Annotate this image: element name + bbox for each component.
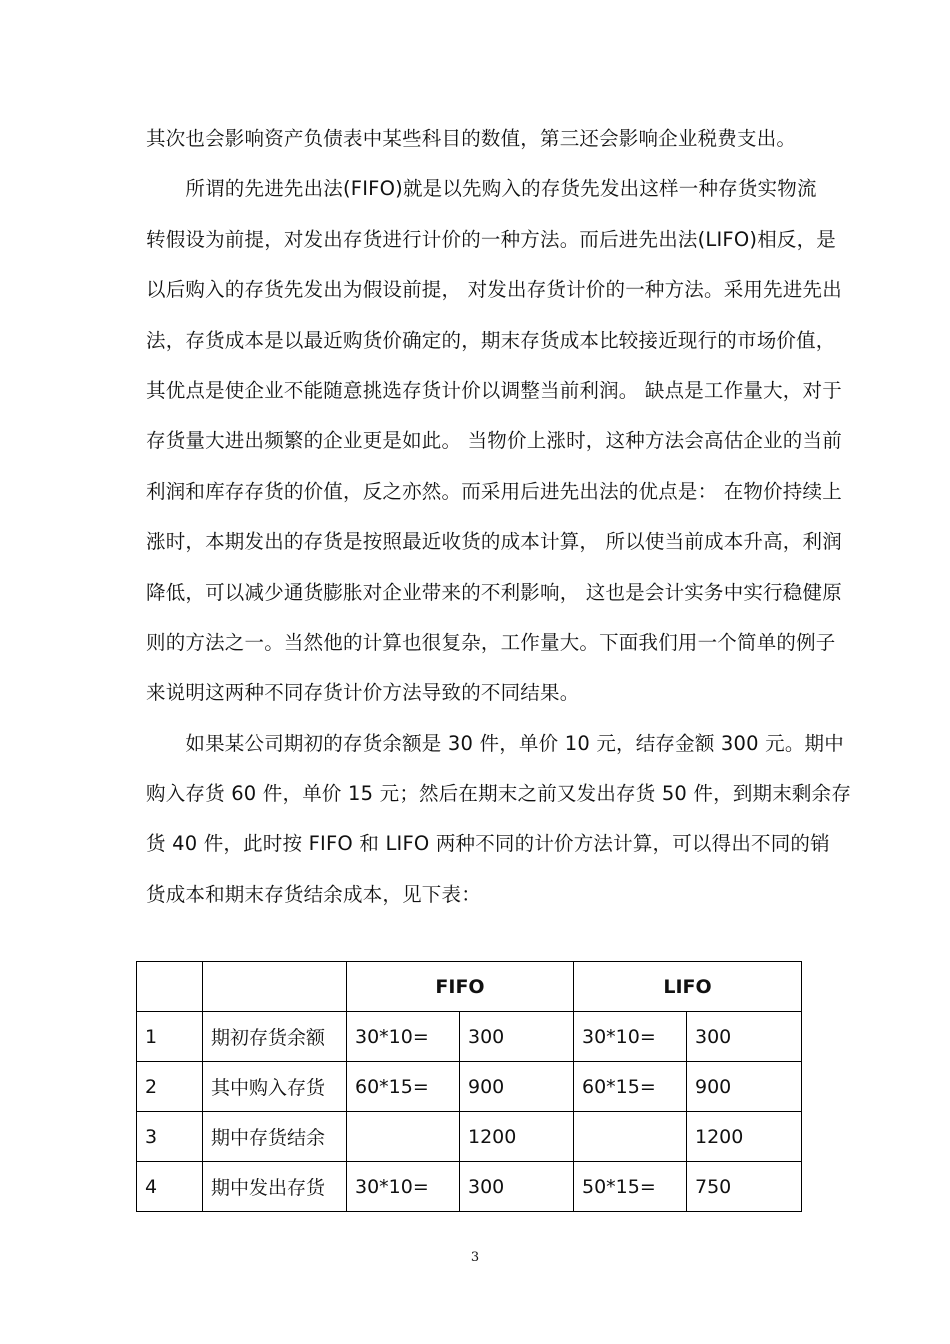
lifo-calc: 50*15=	[574, 1162, 687, 1212]
row-number: 3	[137, 1112, 203, 1162]
fifo-calc	[347, 1112, 460, 1162]
paragraph-line: 则的方法之一。当然他的计算也很复杂，工作量大。下面我们用一个简单的例子	[146, 630, 836, 654]
row-item: 其中购入存货	[203, 1062, 347, 1112]
header-cell-empty	[137, 962, 203, 1012]
lifo-calc: 30*10=	[574, 1012, 687, 1062]
paragraph-line: 转假设为前提，对发出存货进行计价的一种方法。而后进先出法(LIFO)相反，是	[146, 227, 836, 251]
table-row	[137, 1012, 802, 1062]
row-number: 1	[137, 1012, 203, 1062]
table-row	[137, 1112, 802, 1162]
header-cell-empty	[203, 962, 347, 1012]
paragraph-line: 购入存货 60 件，单价 15 元；然后在期末之前又发出存货 50 件，到期末剩余存	[146, 782, 852, 806]
fifo-amount: 300	[460, 1012, 574, 1062]
paragraph-line: 以后购入的存货先发出为假设前提， 对发出存货计价的一种方法。采用先进先出	[146, 278, 842, 302]
row-item: 期中发出存货	[203, 1162, 347, 1212]
paragraph-line: 涨时，本期发出的存货是按照最近收货的成本计算， 所以使当前成本升高，利润	[146, 530, 842, 554]
table-row	[137, 1062, 802, 1112]
header-fifo: FIFO	[347, 962, 574, 1012]
row-number: 2	[137, 1062, 203, 1112]
fifo-amount: 900	[460, 1062, 574, 1112]
paragraph-line: 降低，可以减少通货膨胀对企业带来的不利影响， 这也是会计实务中实行稳健原	[146, 580, 842, 604]
row-item: 期初存货余额	[203, 1012, 347, 1062]
paragraph-line: 货成本和期末存货结余成本，见下表：	[146, 882, 481, 906]
paragraph-line: 所谓的先进先出法(FIFO)就是以先购入的存货先发出这样一种存货实物流	[146, 177, 817, 201]
lifo-amount: 750	[687, 1162, 802, 1212]
fifo-calc: 30*10=	[347, 1012, 460, 1062]
fifo-calc: 60*15=	[347, 1062, 460, 1112]
fifo-amount: 1200	[460, 1112, 574, 1162]
paragraph-line: 存货量大进出频繁的企业更是如此。 当物价上涨时，这种方法会高估企业的当前	[146, 429, 842, 453]
fifo-amount: 300	[460, 1162, 574, 1212]
lifo-amount: 300	[687, 1012, 802, 1062]
row-number: 4	[137, 1162, 203, 1212]
paragraph-line: 货 40 件，此时按 FIFO 和 LIFO 两种不同的计价方法计算，可以得出不同的销	[146, 832, 830, 856]
lifo-amount: 900	[687, 1062, 802, 1112]
paragraph-line: 其次也会影响资产负债表中某些科目的数值，第三还会影响企业税费支出。	[146, 127, 797, 150]
inventory-comparison-table	[136, 961, 802, 1212]
lifo-calc	[574, 1112, 687, 1162]
fifo-calc: 30*10=	[347, 1162, 460, 1212]
page-number: 3	[470, 1250, 480, 1265]
table-row	[137, 1162, 802, 1212]
header-lifo: LIFO	[574, 962, 802, 1012]
lifo-calc: 60*15=	[574, 1062, 687, 1112]
paragraph-line: 其优点是使企业不能随意挑选存货计价以调整当前利润。 缺点是工作量大，对于	[146, 378, 842, 402]
table-header-row	[137, 962, 802, 1012]
row-item: 期中存货结余	[203, 1112, 347, 1162]
body-text	[146, 114, 852, 920]
paragraph-line: 如果某公司期初的存货余额是 30 件，单价 10 元，结存金额 300 元。期中	[146, 731, 844, 755]
lifo-amount: 1200	[687, 1112, 802, 1162]
paragraph-line: 法，存货成本是以最近购货价确定的，期末存货成本比较接近现行的市场价值，	[146, 328, 836, 352]
paragraph-line: 来说明这两种不同存货计价方法导致的不同结果。	[146, 681, 580, 705]
paragraph-line: 利润和库存存货的价值，反之亦然。而采用后进先出法的优点是： 在物价持续上	[146, 479, 842, 503]
